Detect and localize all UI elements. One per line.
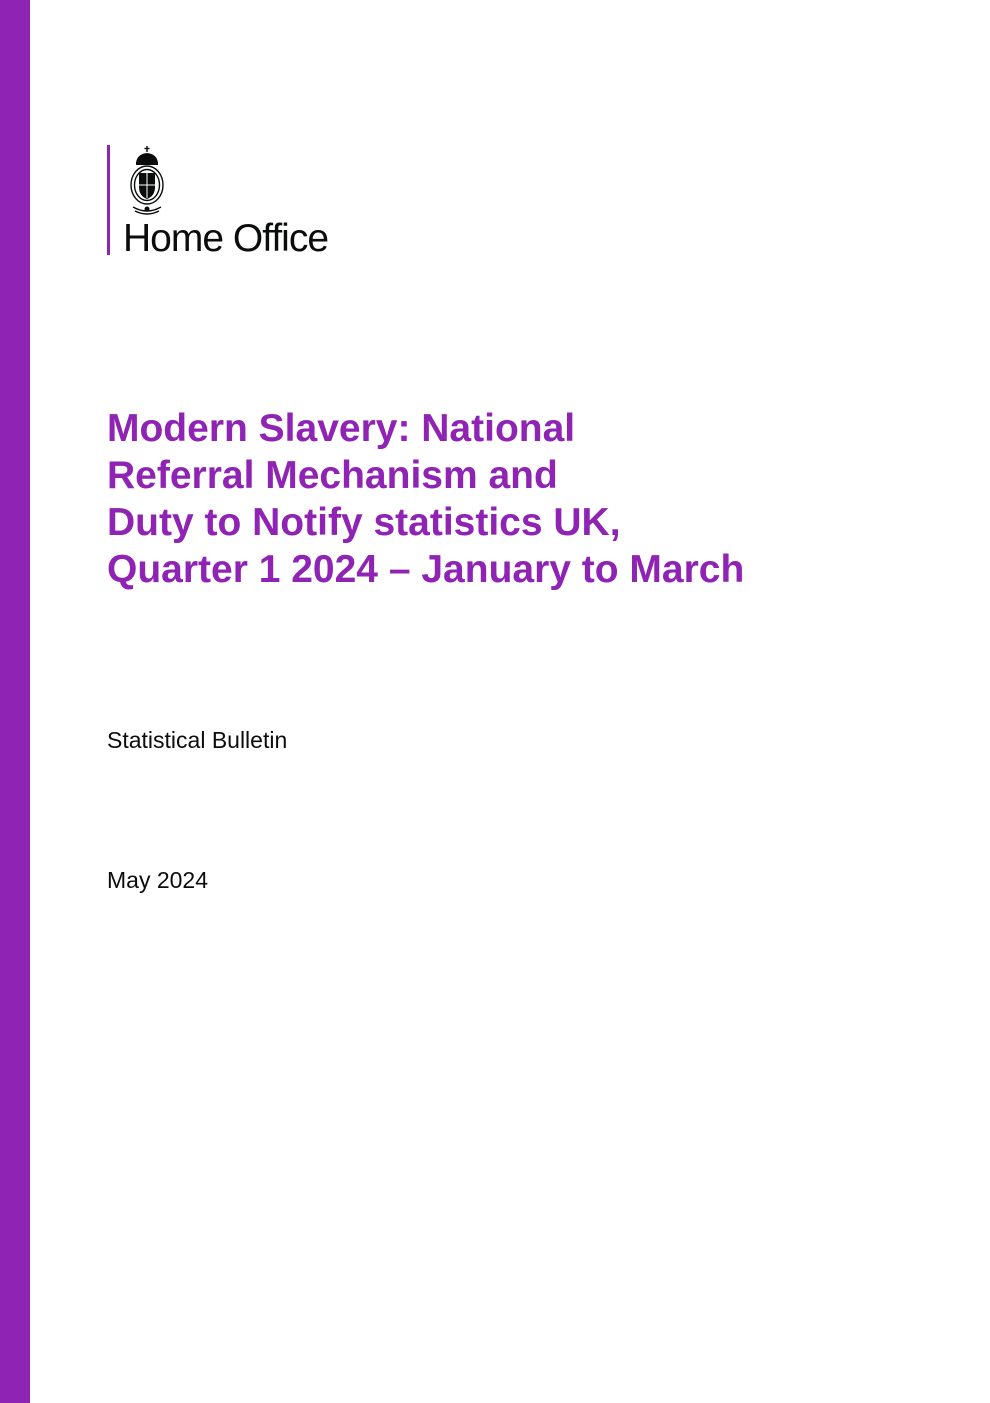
- document-title: [107, 405, 947, 593]
- document-title-line: Referral Mechanism and: [107, 454, 558, 497]
- document-title-line: Quarter 1 2024 – January to March: [107, 548, 745, 591]
- home-office-logo: [107, 145, 377, 260]
- side-accent-bar: [0, 0, 30, 1403]
- publication-date: May 2024: [107, 867, 209, 893]
- organisation-name: Home Office: [123, 217, 329, 260]
- document-title-line: Modern Slavery: National: [107, 407, 576, 450]
- document-title-line: Duty to Notify statistics UK,: [107, 501, 621, 544]
- royal-coat-of-arms-icon: [125, 145, 169, 217]
- logo-divider-rule: [107, 145, 110, 255]
- document-type: Statistical Bulletin: [107, 727, 288, 753]
